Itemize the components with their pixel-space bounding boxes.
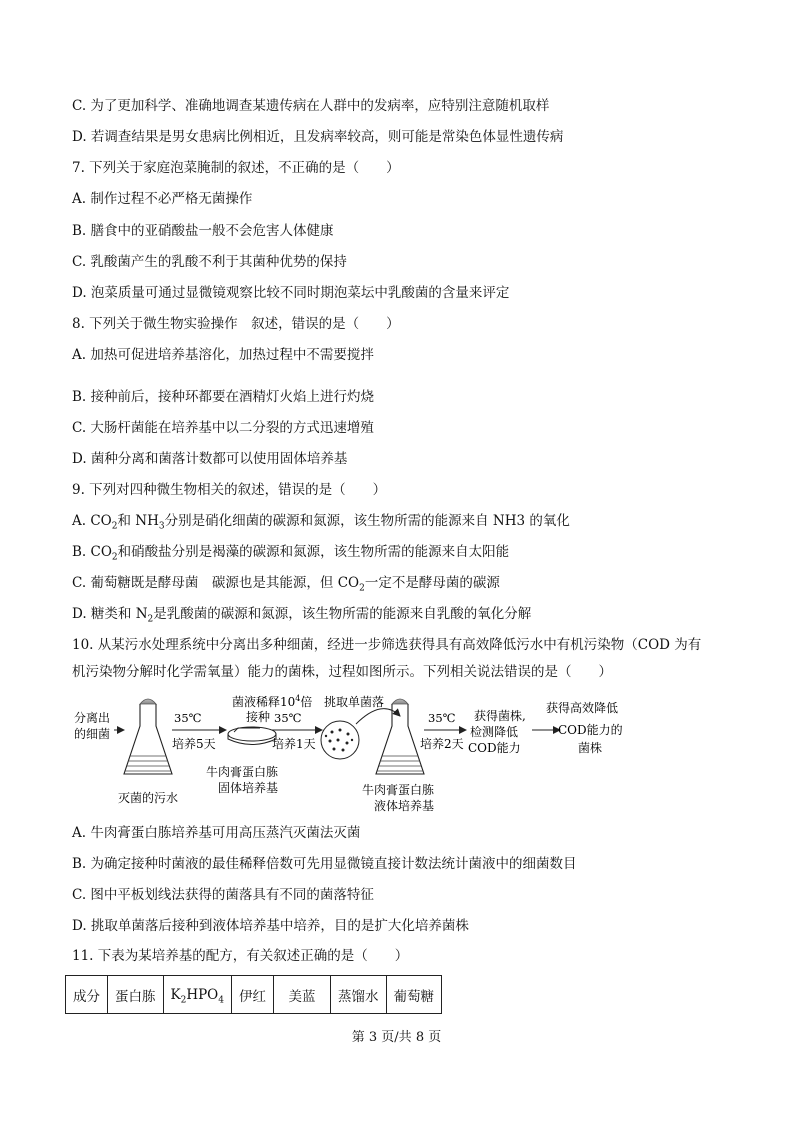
liquid-medium-label-2: 液体培养基 [374,799,435,813]
question-7: 7. 下列关于家庭泡菜腌制的叙述，不正确的是（ ） [72,160,400,176]
table-cell: $K_2HPO_4$ [163,976,232,1014]
q7-option-b: B. 膳食中的亚硝酸盐一般不会危害人体健康 [72,223,334,239]
q9-option-d: D. 糖类和 $N_2$是乳酸菌的碳源和氮源，该生物所需的能源来自乳酸的氧化分解 [72,606,532,625]
page-footer: 第 3 页/共 8 页 [351,1030,442,1045]
culture-5-days-label: 培养5天 [172,737,216,751]
isolated-label-1: 分离出 [74,711,111,725]
table-cell-header: 成分 [66,976,108,1014]
final-label-3: 菌株 [578,741,603,755]
dilution-label: 菌液稀释$10^4$倍 [232,694,313,709]
question-11: 11. 下表为某培养基的配方，有关叙述正确的是（ ） [72,948,409,964]
table-cell: 葡萄糖 [386,976,442,1014]
petri-dish-icon [228,727,276,745]
q7-option-d: D. 泡菜质量可通过显微镜观察比较不同时期泡菜坛中乳酸菌的含量来评定 [72,285,510,301]
strain-label-2: 检测降低 [470,725,519,739]
q10-option-b: B. 为确定接种时菌液的最佳稀释倍数可先用显微镜直接计数法统计菌液中的细菌数目 [72,856,577,872]
pick-colony-label: 挑取单菌落 [324,695,385,709]
table-cell: 蒸馏水 [331,976,387,1014]
question-10-line1: 10. 从某污水处理系统中分离出多种细菌，经进一步筛选获得具有高效降低污水中有机污染物（COD 为有 [72,637,702,653]
medium-recipe-table [65,975,442,1014]
inoculate-label: 接种 [246,710,271,724]
colony-plate-icon [321,721,359,759]
q8-option-d: D. 菌种分离和菌落计数都可以使用固体培养基 [72,451,348,467]
temp-label-1: 35℃ [174,711,202,725]
strain-label-3: COD能力 [468,741,521,755]
solid-medium-label-1: 牛肉膏蛋白胨 [206,765,279,779]
final-label-1: 获得高效降低 [546,701,619,715]
liquid-medium-label-1: 牛肉膏蛋白胨 [362,783,435,797]
q10-option-a: A. 牛肉膏蛋白胨培养基可用高压蒸汽灭菌法灭菌 [72,825,361,841]
solid-medium-label-2: 固体培养基 [218,781,279,795]
process-diagram [60,690,740,818]
table-cell: 伊红 [232,976,274,1014]
table-cell: 蛋白胨 [108,976,164,1014]
q9-option-b: B. $CO_2$和硝酸盐分别是褐藻的碳源和氮源，该生物所需的能源来自太阳能 [72,544,510,563]
q6-option-d: D. 若调查结果是男女患病比例相近，且发病率较高，则可能是常染色体显性遗传病 [72,129,564,145]
culture-2-days-label: 培养2天 [420,737,464,751]
flask-icon-2 [376,699,424,774]
temp-label-3: 35℃ [428,711,456,725]
q8-option-c: C. 大肠杆菌能在培养基中以二分裂的方式迅速增殖 [72,420,374,436]
culture-1-day-label: 培养1天 [272,737,316,751]
table-cell: 美蓝 [274,976,331,1014]
q9-option-c: C. 葡萄糖既是酵母菌 碳源也是其能源，但 $CO_2$一定不是酵母菌的碳源 [72,575,500,594]
question-8: 8. 下列关于微生物实验操作 叙述，错误的是（ ） [72,316,400,332]
table-row [66,976,442,1014]
q8-option-b: B. 接种前后，接种环都要在酒精灯火焰上进行灼烧 [72,389,375,405]
isolated-label-2: 的细菌 [74,727,111,741]
strain-label-1: 获得菌株, [474,709,526,723]
question-10-line2: 机污染物分解时化学需氧量）能力的菌株，过程如图所示。下列相关说法错误的是（ ） [72,664,612,680]
q10-option-c: C. 图中平板划线法获得的菌落具有不同的菌落特征 [72,887,374,903]
temp-label-2: 35℃ [274,711,302,725]
question-9: 9. 下列对四种微生物相关的叙述，错误的是（ ） [72,482,387,498]
q10-option-d: D. 挑取单菌落后接种到液体培养基中培养，目的是扩大化培养菌株 [72,918,469,934]
q9-option-a: A. $CO_2$和 $NH_3$分别是硝化细菌的碳源和氮源，该生物所需的能源来自 NH3 的氧化 [72,513,570,532]
q6-option-c: C. 为了更加科学、准确地调查某遗传病在人群中的发病率，应特别注意随机取样 [72,98,550,114]
q7-option-c: C. 乳酸菌产生的乳酸不利于其菌种优势的保持 [72,254,347,270]
final-label-2: COD能力的 [558,723,623,737]
q8-option-a: A. 加热可促进培养基溶化，加热过程中不需要搅拌 [72,347,374,363]
sterile-water-label: 灭菌的污水 [118,791,179,805]
q7-option-a: A. 制作过程不必严格无菌操作 [72,191,253,207]
flask-icon [124,699,172,774]
